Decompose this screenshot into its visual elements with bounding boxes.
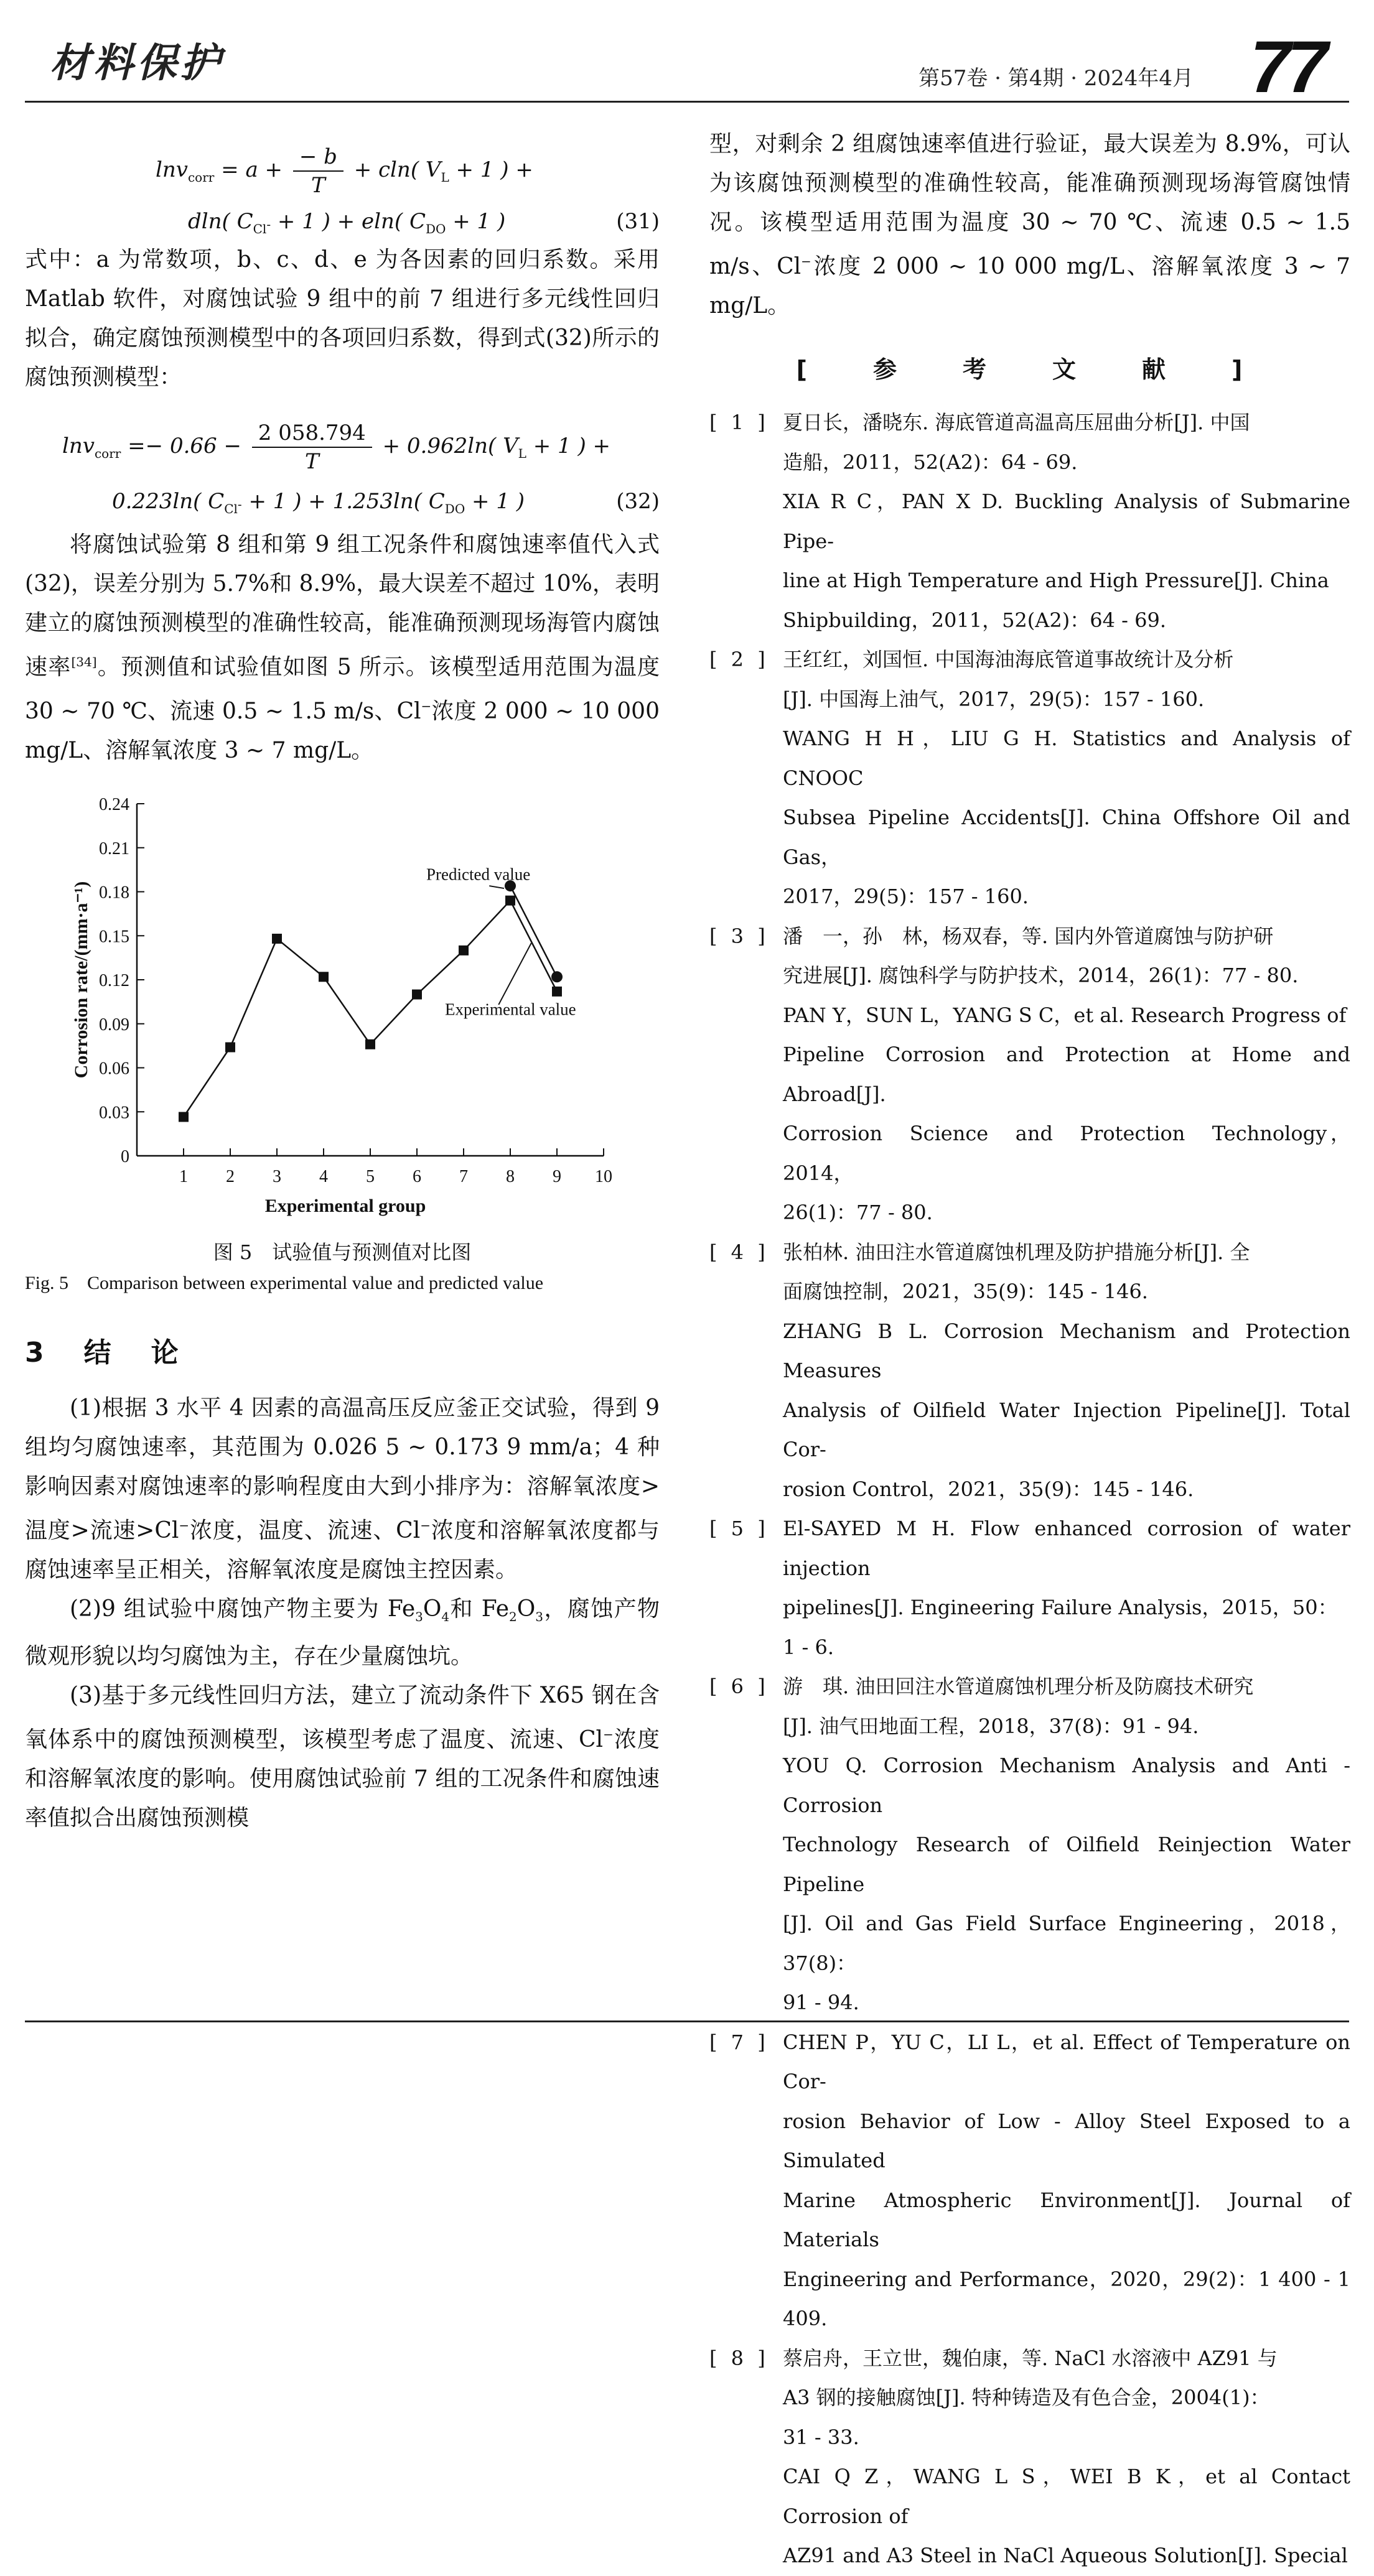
reference-line: [J]. 中国海上油气，2017，29(5)：157 - 160. (783, 687, 1205, 711)
conclusion-3-continued: 型，对剩余 2 组腐蚀速率值进行验证，最大误差为 8.9%，可认为该腐蚀预测模型的准确性较高，能准确预测现场海管腐蚀情况。该模型适用范围为温度 30 ~ 70 ℃、流速 0.5 ~ 1.5 m/s、Cl−浓度 2 000 ~ 10 000 mg/L、溶解氧浓度 3 ~ 7 mg/L。 (709, 131, 1350, 319)
reference-number: [ 7 ] (709, 2030, 769, 2054)
reference-line: [J]. 油气田地面工程，2018，37(8)：91 - 94. (783, 1714, 1199, 1738)
reference-item (709, 1667, 1350, 2023)
reference-line: CAI Q Z，WANG L S，WEI B K，et al Contact Corrosion of (783, 2465, 1350, 2528)
x-tick-label: 1 (179, 1167, 188, 1186)
y-tick-label: 0 (121, 1147, 129, 1166)
reference-line: Pipeline Corrosion and Protection at Home and Abroad[J]. (783, 1043, 1350, 1106)
y-tick-label: 0.03 (99, 1103, 129, 1123)
reference-line: 1 - 6. (783, 1635, 834, 1659)
reference-line: A3 钢的接触腐蚀[J]. 特种铸造及有色合金，2004(1)： (783, 2386, 1270, 2409)
predicted-value-line (510, 886, 557, 977)
x-tick-label: 7 (459, 1167, 468, 1186)
y-tick-label: 0.18 (99, 883, 129, 903)
figure-caption-en: Fig. 5 Comparison between experimental value and predicted value (25, 1273, 544, 1293)
reference-line: WANG H H，LIU G H. Statistics and Analysis of CNOOC (783, 727, 1350, 790)
reference-line: [J]. Oil and Gas Field Surface Engineering，2018，37(8)： (783, 1912, 1350, 1975)
reference-line: pipelines[J]. Engineering Failure Analysis，2015，50： (783, 1596, 1338, 1619)
experimental-point (365, 1039, 375, 1049)
reference-line: 潘 一，孙 林，杨双春，等. 国内外管道腐蚀与防护研 (783, 924, 1274, 948)
reference-item (709, 403, 1350, 640)
y-tick-label: 0.12 (99, 971, 129, 990)
experimental-point (505, 896, 515, 906)
conclusion-3: (3)基于多元线性回归方法，建立了流动条件下 X65 钢在含氧体系中的腐蚀预测模型，该模型考虑了温度、流速、Cl−浓度和溶解氧浓度的影响。使用腐蚀试验前 7 组的工况条件和腐蚀速率值拟合出腐蚀预测模 (25, 1683, 660, 1831)
equation-31 (25, 205, 660, 240)
reference-item (709, 2339, 1350, 2576)
reference-line: Corrosion Science and Protection Technology，2014， (783, 1122, 1350, 1185)
reference-line: 31 - 33. (783, 2425, 859, 2449)
legend-label-predicted: Predicted value (426, 865, 531, 884)
reference-line: 面腐蚀控制，2021，35(9)：145 - 146. (783, 1280, 1148, 1303)
experimental-point (319, 972, 329, 982)
reference-item (709, 2023, 1350, 2339)
x-tick-label: 9 (553, 1167, 561, 1186)
reference-line: 夏日长，潘晓东. 海底管道高温高压屈曲分析[J]. 中国 (783, 411, 1250, 434)
reference-line: PAN Y，SUN L，YANG S C，et al. Research Progress of (783, 1003, 1347, 1027)
experimental-point (552, 987, 562, 997)
legend-leader-experimental (498, 943, 531, 1005)
equation-31-line2: dln( $C_{Cl^-} + 1$ ) + eln( $C_{DO} + 1$ ) (188, 209, 506, 236)
equation-32-line2: 0.223ln( $C_{Cl^-} + 1$ ) + 1.253ln( $C_{DO} + 1$ ) (112, 489, 525, 516)
reference-line: Analysis of Oilfield Water Injection Pipeline[J]. Total Cor- (783, 1398, 1350, 1461)
reference-line: rosion Behavior of Low - Alloy Steel Exposed to a Simulated (783, 2109, 1350, 2172)
reference-line: Engineering and Performance，2020，29(2)：1 400 - 1 409. (783, 2267, 1350, 2330)
predicted-point (551, 971, 563, 982)
reference-line: YOU Q. Corrosion Mechanism Analysis and Anti - Corrosion (783, 1754, 1350, 1817)
conclusion-1: (1)根据 3 水平 4 因素的高温高压反应釜正交试验，得到 9 组均匀腐蚀速率，其范围为 0.026 5 ~ 0.173 9 mm/a；4 种影响因素对腐蚀速率的影响程度由大到小排序为：溶解氧浓度>温度>流速>Cl−浓度，温度、流速、Cl−浓度和溶解氧浓度都与腐蚀速率呈正相关，溶解氧浓度是腐蚀主控因素。 (25, 1395, 660, 1583)
reference-line: 蔡启舟，王立世，魏伯康，等. NaCl 水溶液中 AZ91 与 (783, 2346, 1278, 2370)
corrosion-rate-chart (25, 785, 660, 1233)
reference-line: Technology Research of Oilfield Reinjection Water Pipeline (783, 1833, 1350, 1896)
header-rule (25, 101, 1349, 103)
reference-line: XIA R C，PAN X D. Buckling Analysis of Submarine Pipe- (783, 490, 1350, 553)
x-tick-label: 6 (413, 1167, 421, 1186)
y-tick-label: 0.15 (99, 927, 129, 947)
reference-line: 游 琪. 油田回注水管道腐蚀机理分析及防腐技术研究 (783, 1675, 1254, 1698)
equation-number: (32) (616, 489, 660, 514)
reference-number: [ 1 ] (709, 411, 769, 434)
y-tick-label: 0.21 (99, 839, 129, 858)
paragraph-regression-intro: 式中：a 为常数项，b、c、d、e 为各因素的回归系数。采用 Matlab 软件，对腐蚀试验 9 组中的前 7 组进行多元线性回归拟合，确定腐蚀预测模型中的各项回归系数，得到式(32)所示的腐蚀预测模型： (25, 247, 660, 390)
right-column (709, 124, 1350, 2576)
issue-info: 第57卷 · 第4期 · 2024年4月 (918, 66, 1194, 91)
left-column (25, 124, 660, 1838)
page-number: 77 (1250, 26, 1324, 108)
reference-number: [ 6 ] (709, 1675, 769, 1698)
reference-item (709, 640, 1350, 917)
reference-item (709, 1233, 1350, 1510)
y-tick-label: 0.09 (99, 1015, 129, 1035)
reference-line: CHEN P，YU C，LI L，et al. Effect of Temperature on Cor- (783, 2030, 1350, 2093)
reference-item (709, 1509, 1350, 1667)
x-tick-label: 2 (226, 1167, 235, 1186)
legend-leader-predicted (489, 886, 504, 888)
equation-32 (25, 485, 660, 520)
experimental-point (179, 1112, 189, 1122)
reference-line: 91 - 94. (783, 1991, 859, 2014)
reference-line: 造船，2011，52(A2)：64 - 69. (783, 450, 1078, 474)
reference-line: AZ91 and A3 Steel in NaCl Aqueous Solution[J]. Special (783, 2544, 1348, 2567)
reference-number: [ 3 ] (709, 924, 769, 948)
references-title: [ 参 考 文 献 ] (796, 356, 1264, 383)
section-title-conclusion: 3 结 论 (25, 1337, 185, 1369)
x-tick-label: 5 (366, 1167, 375, 1186)
reference-line: 究进展[J]. 腐蚀科学与防护技术，2014，26(1)：77 - 80. (783, 964, 1299, 987)
experimental-point (412, 990, 422, 1000)
x-tick-label: 4 (319, 1167, 328, 1186)
reference-line: 26(1)：77 - 80. (783, 1201, 933, 1224)
y-tick-label: 0.06 (99, 1059, 129, 1079)
reference-number: [ 4 ] (709, 1240, 769, 1264)
x-axis-label: Experimental group (264, 1196, 426, 1216)
legend-label-experimental: Experimental value (445, 1000, 576, 1019)
equation-31-line1: lnv$_{corr}$ = a + $\frac{- b}{T}$ + cln( $V_L + 1$ ) + (156, 144, 533, 198)
paragraph-validation: 将腐蚀试验第 8 组和第 9 组工况条件和腐蚀速率值代入式(32)，误差分别为 5.7%和 8.9%，最大误差不超过 10%，表明建立的腐蚀预测模型的准确性较高，能准确预测现场海管内腐蚀速率[34]。预测值和试验值如图 5 所示。该模型适用范围为温度 30 ~ 70 ℃、流速 0.5 ~ 1.5 m/s、Cl−浓度 2 000 ~ 10 000 mg/L、溶解氧浓度 3 ~ 7 mg/L。 (25, 532, 660, 763)
reference-line: 2017，29(5)：157 - 160. (783, 885, 1029, 908)
x-tick-label: 8 (506, 1167, 515, 1186)
reference-number: [ 8 ] (709, 2346, 769, 2370)
reference-line: 张柏林. 油田注水管道腐蚀机理及防护措施分析[J]. 全 (783, 1240, 1250, 1264)
reference-line: rosion Control，2021，35(9)：145 - 146. (783, 1477, 1194, 1501)
conclusion-2: (2)9 组试验中腐蚀产物主要为 $Fe_3O_4$和 $Fe_2O_3$，腐蚀产物微观形貌以均匀腐蚀为主，存在少量腐蚀坑。 (25, 1596, 660, 1670)
reference-line: Shipbuilding，2011，52(A2)：64 - 69. (783, 608, 1166, 632)
reference-line: Marine Atmospheric Environment[J]. Journal of Materials (783, 2188, 1350, 2251)
experimental-point (459, 946, 469, 956)
reference-line: 王红红，刘国恒. 中国海油海底管道事故统计及分析 (783, 648, 1234, 671)
page-header (25, 19, 1349, 108)
footer-rule (25, 2020, 1349, 2022)
reference-line: line at High Temperature and High Pressure[J]. China (783, 569, 1329, 592)
reference-line: El-SAYED M H. Flow enhanced corrosion of water injection (783, 1517, 1350, 1580)
equation-32-line1: lnv$_{corr}$ =− 0.66 − $\frac{2 058.794}{T}$ + 0.962ln( $V_L + 1$ ) + (62, 421, 611, 474)
equation-number: (31) (616, 209, 660, 234)
figure-5 (25, 785, 660, 1299)
x-tick-label: 3 (273, 1167, 281, 1186)
reference-number: [ 2 ] (709, 648, 769, 671)
experimental-point (225, 1042, 235, 1052)
x-tick-label: 10 (595, 1167, 612, 1186)
y-axis-label: Corrosion rate/(mm·a⁻¹) (71, 881, 91, 1079)
reference-line: Subsea Pipeline Accidents[J]. China Offshore Oil and Gas， (783, 806, 1350, 869)
figure-caption-cn: 图 5 试验值与预测值对比图 (213, 1240, 472, 1264)
references-list (709, 403, 1350, 2576)
experimental-point (272, 934, 282, 944)
journal-logo: 材料保护 (50, 40, 224, 86)
reference-line: ZHANG B L. Corrosion Mechanism and Protection Measures (783, 1319, 1350, 1382)
reference-item (709, 917, 1350, 1233)
reference-number: [ 5 ] (709, 1517, 769, 1540)
y-tick-label: 0.24 (99, 795, 129, 814)
